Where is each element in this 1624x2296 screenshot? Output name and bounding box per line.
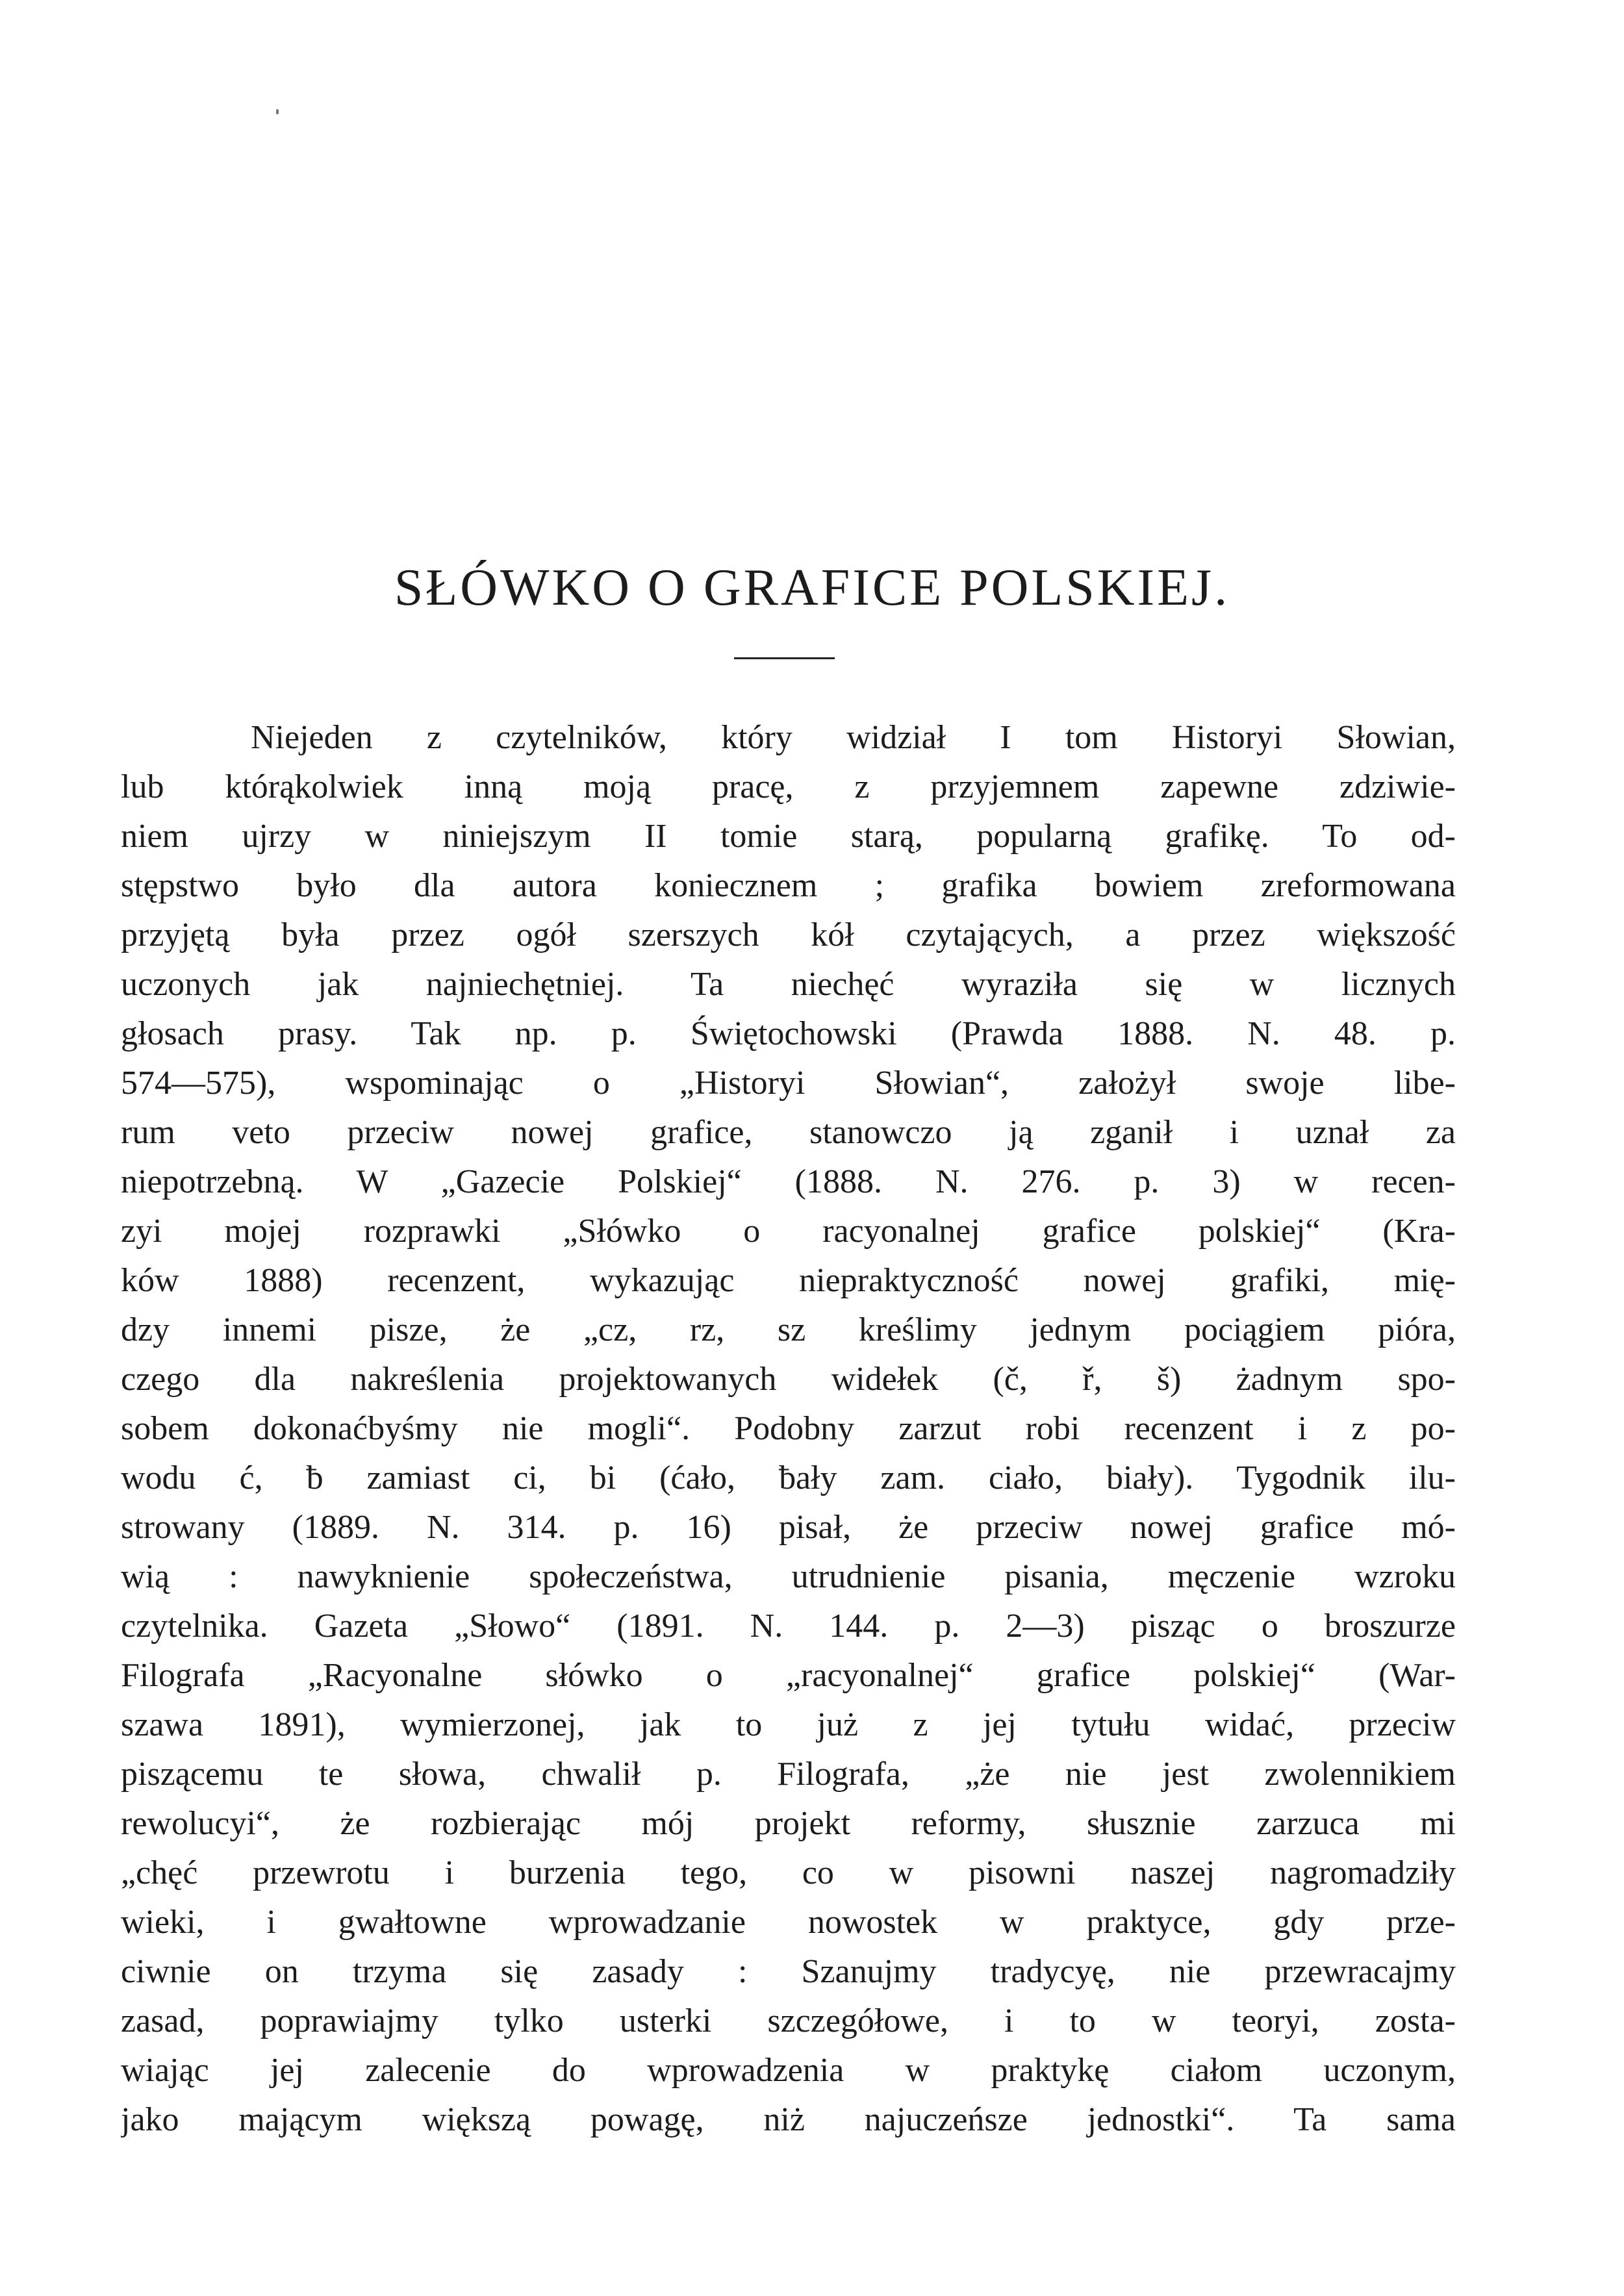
text-line: uczonych jak najniechętniej. Ta niechęć wyraziła się w licznych xyxy=(121,966,1456,1003)
text-line: zasad, poprawiajmy tylko usterki szczegółowe, i to w teoryi, zosta- xyxy=(121,2002,1456,2039)
text-line: wodu ć, ƀ zamiast ci, bi (ćało, ƀały zam. ciało, biały). Tygodnik ilu- xyxy=(121,1459,1456,1496)
print-speck xyxy=(276,109,279,114)
text-line: niepotrzebną. W „Gazecie Polskiej“ (1888. N. 276. p. 3) w recen- xyxy=(121,1163,1456,1200)
text-line: niem ujrzy w niniejszym II tomie starą, popularną grafikę. To od- xyxy=(121,818,1456,855)
text-line: strowany (1889. N. 314. p. 16) pisał, że przeciw nowej grafice mó- xyxy=(121,1509,1456,1546)
text-line: rewolucyi“, że rozbierając mój projekt reformy, słusznie zarzuca mi xyxy=(121,1805,1456,1842)
text-line: ciwnie on trzyma się zasady : Szanujmy tradycyę, nie przewracajmy xyxy=(121,1953,1456,1990)
text-line: sobem dokonaćbyśmy nie mogli“. Podobny zarzut robi recenzent i z po- xyxy=(121,1410,1456,1447)
text-line: dzy innemi pisze, że „cz, rz, sz kreślimy jednym pociągiem pióra, xyxy=(121,1311,1456,1348)
text-line: szawa 1891), wymierzonej, jak to już z jej tytułu widać, przeciw xyxy=(121,1706,1456,1743)
text-line: wiając jej zalecenie do wprowadzenia w praktykę ciałom uczonym, xyxy=(121,2052,1456,2089)
page-title: SŁÓWKO O GRAFICE POLSKIEJ. xyxy=(394,559,1230,616)
text-line: głosach prasy. Tak np. p. Świętochowski (Prawda 1888. N. 48. p. xyxy=(121,1015,1456,1052)
text-line: przyjętą była przez ogół szerszych kół czytających, a przez większość xyxy=(121,916,1456,953)
text-line: Filografa „Racyonalne słówko o „racyonalnej“ grafice polskiej“ (War- xyxy=(121,1657,1456,1694)
text-line: czytelnika. Gazeta „Słowo“ (1891. N. 144. p. 2—3) pisząc o broszurze xyxy=(121,1608,1456,1645)
text-line: lub którąkolwiek inną moją pracę, z przyjemnem zapewne zdziwie- xyxy=(121,768,1456,805)
text-line: piszącemu te słowa, chwalił p. Filografa, „że nie jest zwolennikiem xyxy=(121,1756,1456,1793)
text-line: zyi mojej rozprawki „Słówko o racyonalnej grafice polskiej“ (Kra- xyxy=(121,1213,1456,1250)
text-line: ków 1888) recenzent, wykazując niepraktyczność nowej grafiki, mię- xyxy=(121,1262,1456,1299)
body-paragraph xyxy=(121,713,1456,2145)
text-line: Niejeden z czytelników, który widział I tom Historyi Słowian, xyxy=(251,719,1456,756)
text-line: jako mającym większą powagę, niż najuczeńsze jednostki“. Ta sama xyxy=(121,2101,1456,2138)
text-line: czego dla nakreślenia projektowanych widełek (č, ř, š) żadnym spo- xyxy=(121,1361,1456,1398)
text-line: wieki, i gwałtowne wprowadzanie nowostek w praktyce, gdy prze- xyxy=(121,1904,1456,1941)
text-line: 574—575), wspominając o „Historyi Słowian“, założył swoje libe- xyxy=(121,1065,1456,1102)
text-line: stępstwo było dla autora koniecznem ; grafika bowiem zreformowana xyxy=(121,867,1456,904)
text-line: wią : nawyknienie społeczeństwa, utrudnienie pisania, męczenie wzroku xyxy=(121,1558,1456,1595)
text-line: „chęć przewrotu i burzenia tego, co w pisowni naszej nagromadziły xyxy=(121,1854,1456,1891)
title-divider xyxy=(734,657,835,659)
text-line: rum veto przeciw nowej grafice, stanowczo ją zganił i uznał za xyxy=(121,1114,1456,1151)
